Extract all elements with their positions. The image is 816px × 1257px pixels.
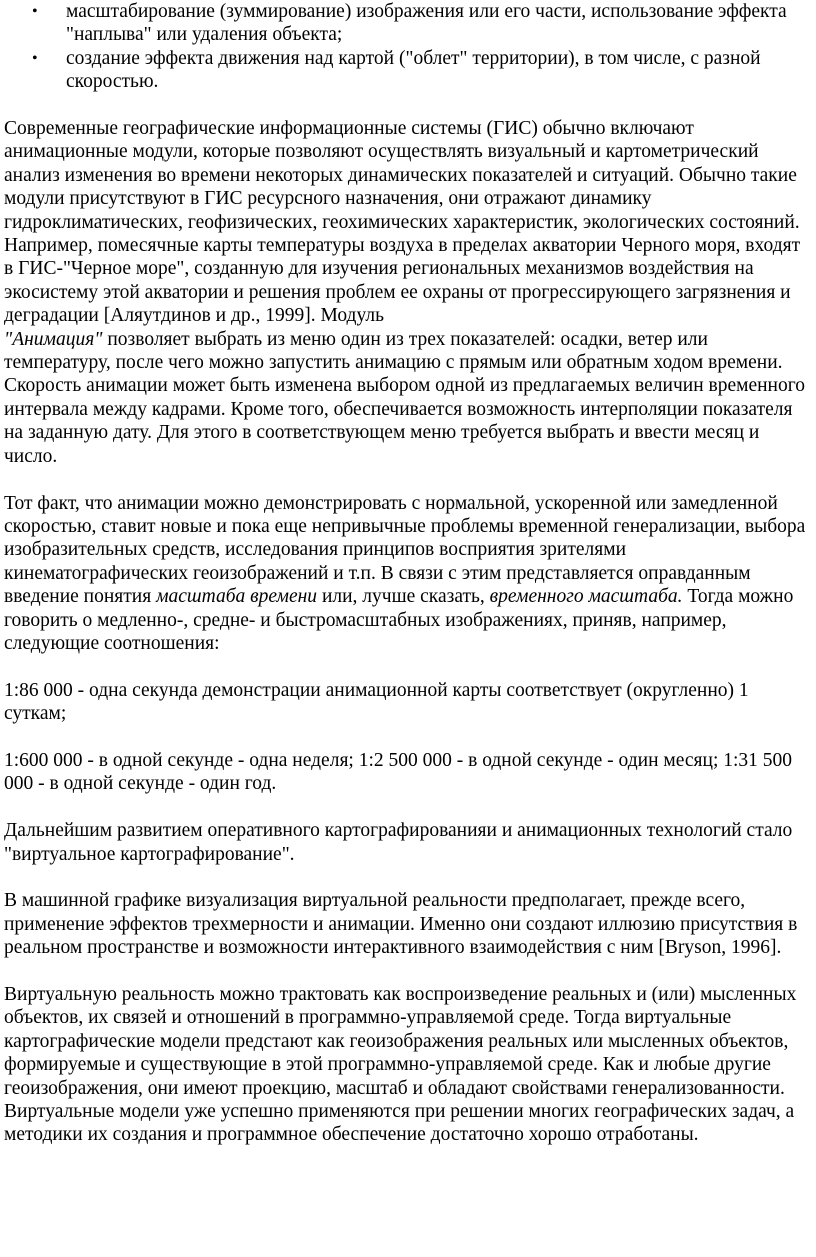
paragraph-virtual-mapping: Дальнейшим развитием оперативного картографированияи и анимационных технологий стало "виртуальное картографирование". [4, 820, 793, 865]
bullet-list [4, 0, 816, 94]
paragraph-virtual-reality: Виртуальную реальность можно трактовать как воспроизведение реальных и (или) мысленных объектов, их связей и отношений в программно-управляемой среде. Тогда виртуальные картографические модели предстают как геоизображения реальных или мысленных объектов, формируемые и существующие в этой программно-управляемой среде. Как и любые другие геоизображения, они имеют проекцию, масштаб и обладают свойствами генерализованности. Виртуальные модели уже успешно применяются при решении многих географических задач, а методики их создания и программное обеспечение достаточно хорошо отработаны. [4, 983, 797, 1146]
list-item [4, 0, 816, 47]
bullet-icon: • [32, 3, 38, 20]
paragraph-computer-graphics: В машинной графике визуализация виртуальной реальности предполагает, прежде всего, применение эффектов трехмерности и анимации. Именно они создают иллюзию присутствия в реальном пространстве и возможности интерактивного взаимодействия с ним [Bryson, 1996]. [4, 890, 798, 959]
list-item-text: масштабирование (зуммирование) изображения или его части, использование эффекта "наплыва" или удаления объекта; [66, 1, 787, 46]
italic-term-temporal-scale: временного масштаба. [489, 586, 683, 608]
italic-term-animation: "Анимация" [4, 328, 103, 350]
paragraph-ratio-week-month-year: 1:600 000 - в одной секунде - одна неделя; 1:2 500 000 - в одной секунде - один месяц; 1:31 500 000 - в одной секунде - один год. [4, 749, 793, 795]
paragraph-gis-animation [4, 117, 816, 468]
paragraph-text: Тот факт, что анимации можно демонстрировать с нормальной, ускоренной или замедленной скоростью, ставит новые и пока еще непривычные проблемы временной генерализации, выбора изобразительных средств, исследования принципов восприятия зрителями кинематографических геоизображений и т.п. В связи с этим представляется оправданным введение понятия [4, 492, 806, 608]
list-item-text: создание эффекта движения над картой ("облет" территории), в том числе, с разной скоростью. [66, 47, 761, 93]
list-item [4, 47, 816, 94]
paragraph-text: Тогда можно говорить о медленно-, средне- и быстромасштабных изображениях, приняв, например, следующие соотношения: [4, 586, 794, 654]
paragraph-time-scale [4, 492, 816, 656]
bullet-icon: • [32, 49, 38, 67]
italic-term-time-scale: масштаба времени [156, 586, 318, 608]
paragraph-text: позволяет выбрать из меню один из трех показателей: осадки, ветер или температуру, после чего можно запустить анимацию с прямым или обратным ходом времени. Скорость анимации может быть изменена выбором одной из предлагаемых величин временного интервала между кадрами. Кроме того, обеспечивается возможность интерполяции показателя на заданную дату. Для этого в соответствующем меню требуется выбрать и ввести месяц и число. [4, 328, 806, 467]
paragraph-text: Современные географические информационные системы (ГИС) обычно включают анимационные модули, которые позволяют осуществлять визуальный и картометрический анализ изменения во времени некоторых динамических показателей и ситуаций. Обычно такие модули присутствуют в ГИС ресурсного назначения, они отражают динамику гидроклиматических, геофизических, геохимических характеристик, экологических состояний. Например, помесячные карты температуры воздуха в пределах акватории Черного моря, входят в ГИС-"Черное море", созданную для изучения региональных механизмов воздействия на экосистему этой акватории и решения проблем ее охраны от прогрессирующего загрязнения и деградации [Аляутдинов и др., 1999]. Модуль [4, 118, 801, 327]
paragraph-text: или, лучше сказать, [317, 586, 490, 608]
paragraph-ratio-day: 1:86 000 - одна секунда демонстрации анимационной карты соответствует (округленно) 1 суткам; [4, 679, 749, 725]
